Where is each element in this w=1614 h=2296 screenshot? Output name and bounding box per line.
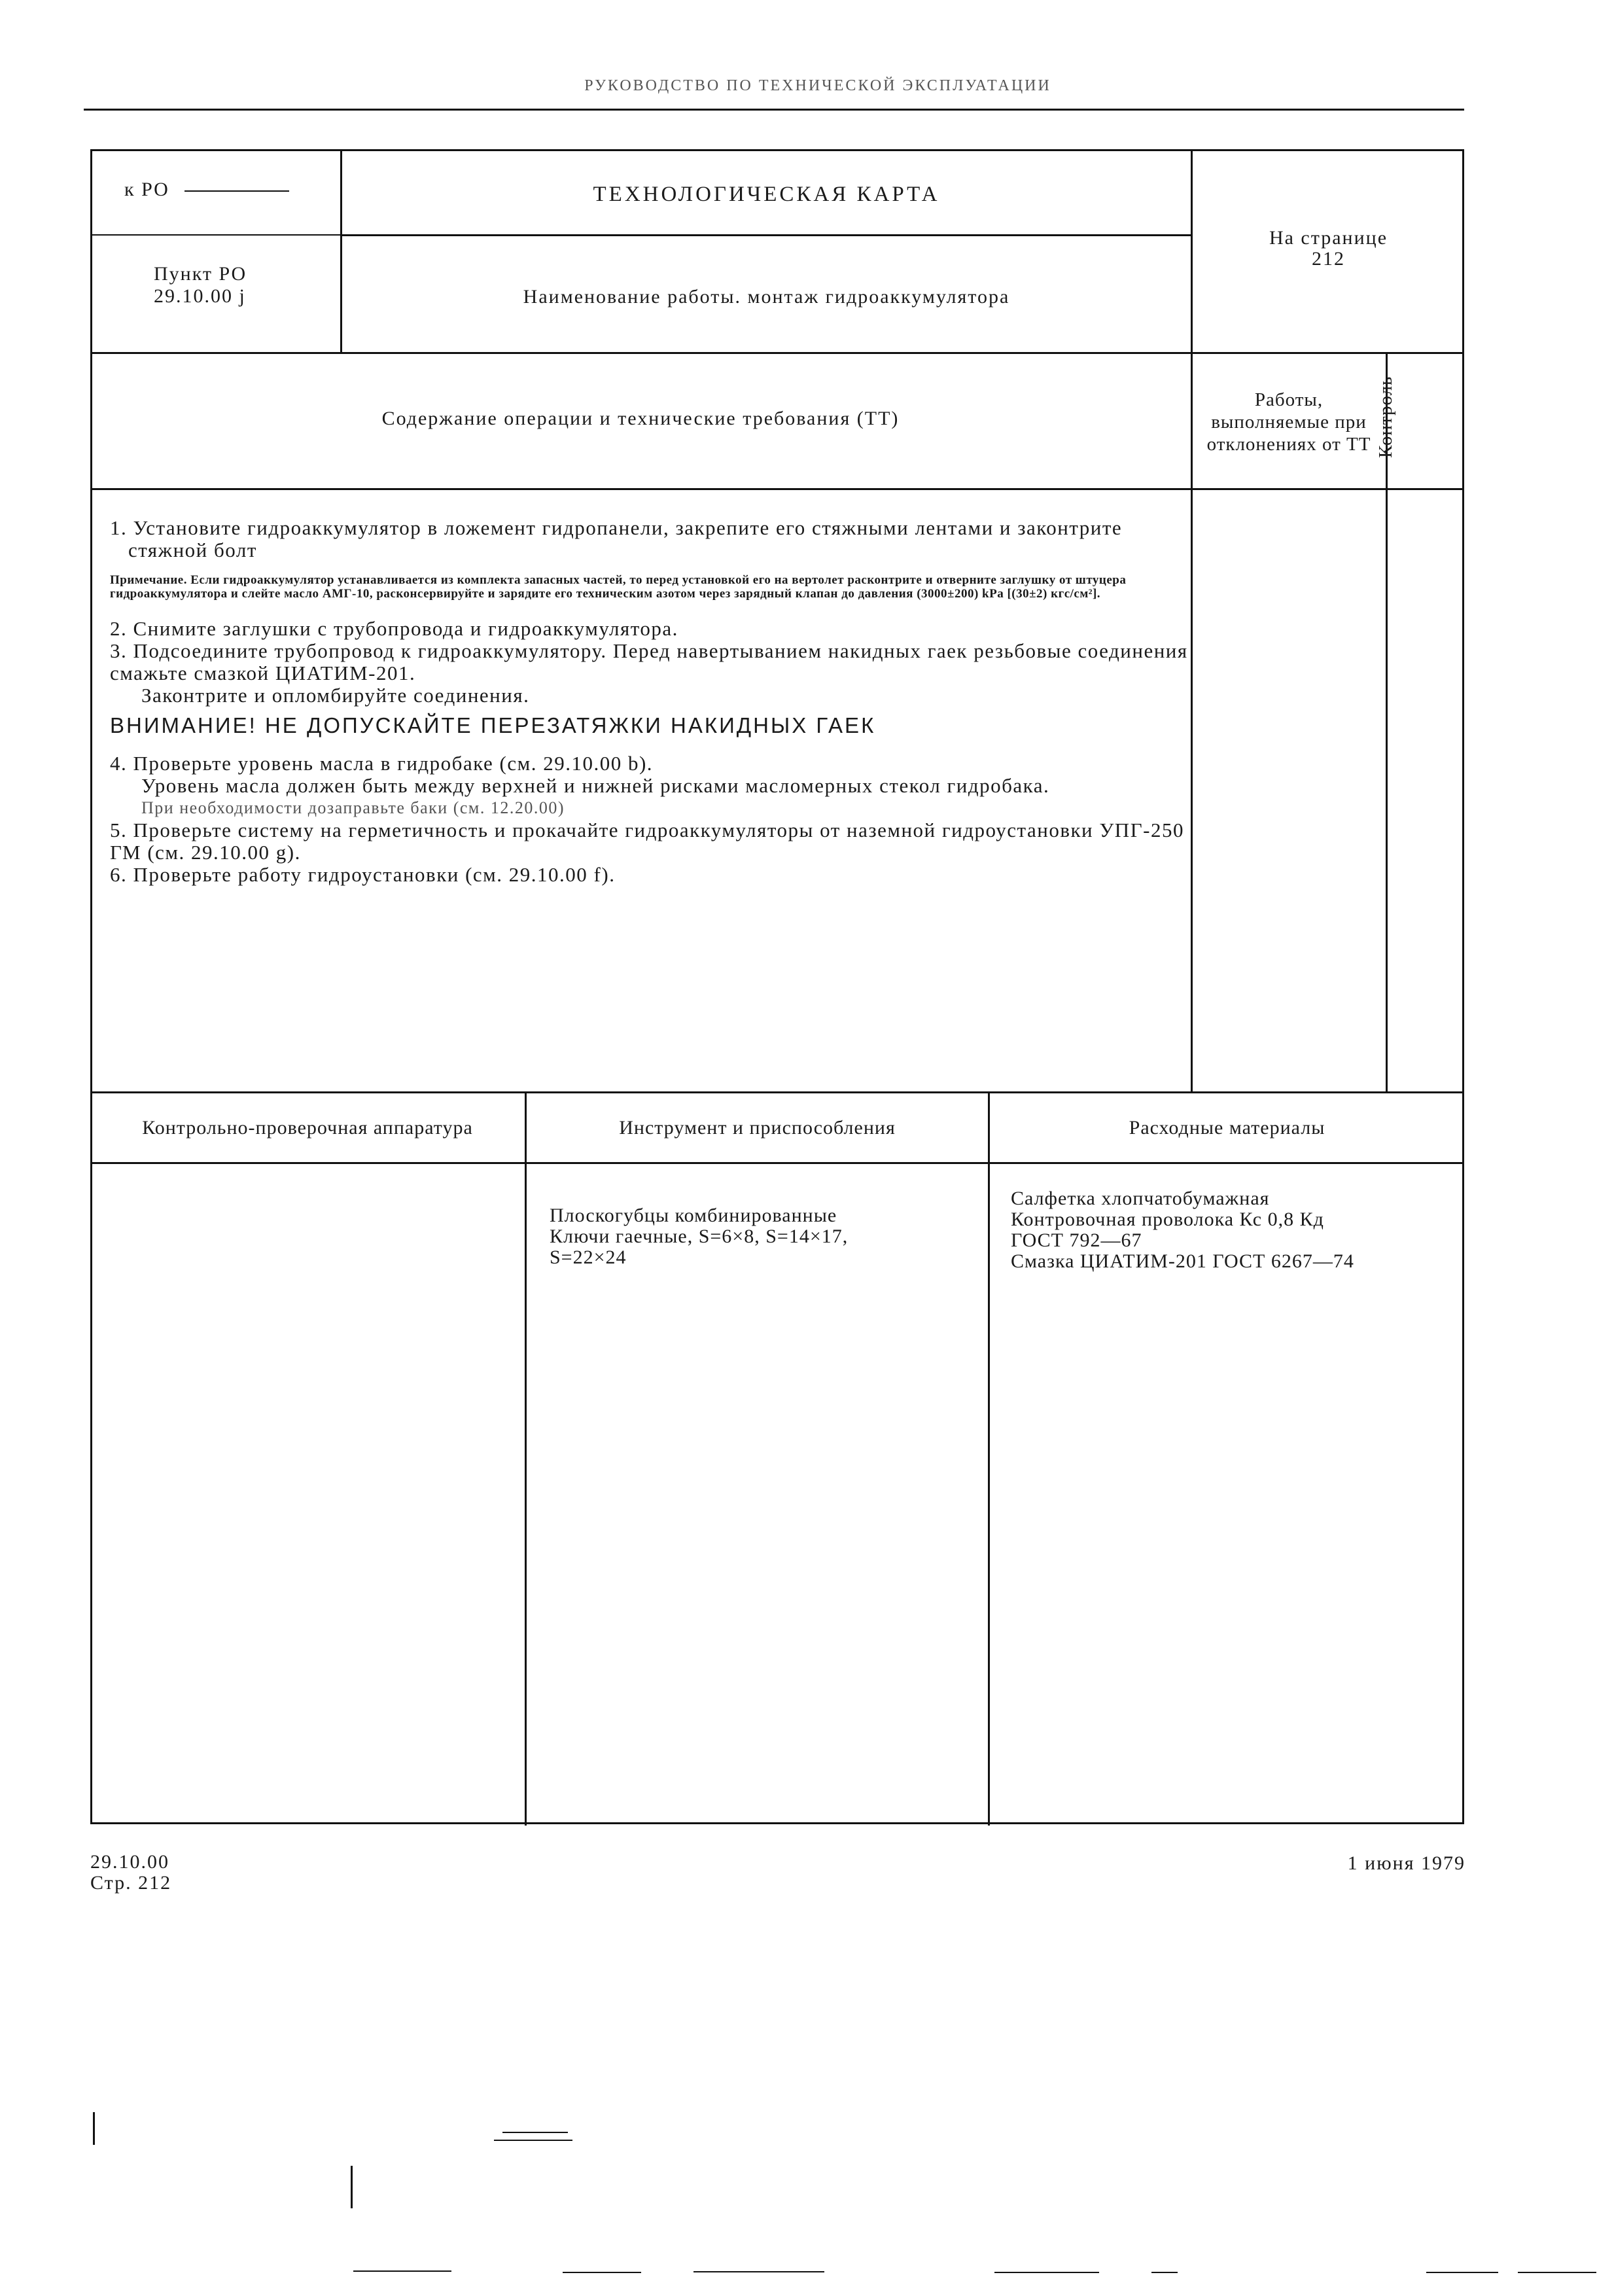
tool-item: S=22×24 — [550, 1246, 627, 1268]
steps-block — [110, 517, 1188, 1086]
work-name: Наименование работы. монтаж гидроаккумулятора — [523, 286, 1010, 308]
scan-mark — [1426, 2272, 1498, 2273]
page-label: На странице — [1269, 227, 1388, 249]
tool-item: Плоскогубцы комбинированные — [550, 1205, 837, 1226]
vline-equip-1 — [525, 1091, 527, 1826]
step-warning: ВНИМАНИЕ! НЕ ДОПУСКАЙТЕ ПЕРЕЗАТЯЖКИ НАКИДНЫХ ГАЕК — [110, 713, 876, 737]
step-4: 4. Проверьте уровень масла в гидробаке (см. 29.10.00 b). — [110, 752, 654, 775]
ref-label: к РО — [124, 179, 169, 200]
footer-left — [90, 1852, 171, 1894]
item-number: 29.10.00 j — [154, 285, 246, 307]
rule-title — [340, 234, 1191, 236]
step-2: 2. Снимите заглушки с трубопровода и гидроаккумулятора. — [110, 617, 678, 640]
card-title: ТЕХНОЛОГИЧЕСКАЯ КАРТА — [593, 182, 940, 206]
scan-mark — [994, 2272, 1099, 2273]
step-3: 3. Подсоедините трубопровод к гидроаккумулятору. Перед навертыванием накидных гаек резьбовые соединения смажьте смазкой ЦИАТИМ-201. — [110, 639, 1188, 684]
vline-control — [1386, 352, 1388, 1093]
footer-code: 29.10.00 — [90, 1851, 169, 1873]
header-rule — [84, 109, 1464, 111]
material-item: Смазка ЦИАТИМ-201 ГОСТ 6267—74 — [1011, 1250, 1354, 1272]
scan-mark — [563, 2272, 641, 2273]
tool-item: Ключи гаечные, S=6×8, S=14×17, — [550, 1226, 849, 1247]
rule-header-bottom — [90, 352, 1464, 354]
rule-equipment-header — [90, 1162, 1464, 1164]
control-equipment-header: Контрольно-проверочная аппаратура — [142, 1117, 473, 1139]
vline-equip-2 — [988, 1091, 990, 1826]
footer-date: 1 июня 1979 — [1347, 1852, 1465, 1874]
step-4-level: Уровень масла должен быть между верхней и нижней рисками масломерных стекол гидробака. — [141, 774, 1050, 797]
material-item: Салфетка хлопчатобумажная — [1011, 1188, 1270, 1209]
scan-mark — [494, 2140, 572, 2141]
control-column-header: Контроль — [1375, 376, 1396, 458]
tools-header: Инструмент и приспособления — [619, 1117, 896, 1139]
deviations-column-header: Работы, выполняемые при отклонениях от ТТ — [1206, 389, 1371, 455]
step-6: 6. Проверьте работу гидроустановки (см. 29.10.00 f). — [110, 863, 616, 886]
rule-columns-bottom — [90, 488, 1464, 490]
running-title: РУКОВОДСТВО ПО ТЕХНИЧЕСКОЙ ЭКСПЛУАТАЦИИ — [584, 77, 1051, 94]
scan-mark — [693, 2271, 824, 2272]
tools-list — [550, 1205, 981, 1268]
scan-mark — [93, 2112, 95, 2145]
material-item: ГОСТ 792—67 — [1011, 1229, 1142, 1251]
step-note: Примечание. Если гидроаккумулятор устанавливается из комплекта запасных частей, то перед установкой его на вертолет расконтрите и отверните заглушку от штуцера гидроаккумулятора и слейте масло АМГ-10, расконсервируйте и зарядите его техническим азотом через зарядный клапан до давления (3000±200) kPa [(30±2) кгс/см²]. — [110, 573, 1127, 601]
page-cell — [1193, 222, 1464, 275]
vline-page — [1191, 149, 1193, 1093]
step-3-seal: Законтрите и опломбируйте соединения. — [141, 684, 530, 707]
page-number: 212 — [1312, 248, 1345, 270]
step-5: 5. Проверьте систему на герметичность и прокачайте гидроаккумуляторы от наземной гидроустановки УПГ-250 ГМ (см. 29.10.00 g). — [110, 819, 1184, 864]
footer-page: Стр. 212 — [90, 1872, 172, 1894]
ref-cell — [124, 178, 334, 204]
materials-list — [1011, 1188, 1462, 1272]
materials-header: Расходные материалы — [1129, 1117, 1325, 1139]
item-cell — [154, 263, 337, 315]
scan-mark — [502, 2132, 568, 2133]
rule-steps-bottom — [90, 1091, 1464, 1093]
step-1: 1. Установите гидроаккумулятор в ложемент гидропанели, закрепите его стяжными лентами и законтрите стяжной болт — [110, 516, 1123, 561]
scan-mark — [1518, 2272, 1596, 2273]
content-column-header: Содержание операции и технические требования (ТТ) — [381, 408, 900, 429]
scan-mark — [351, 2166, 353, 2208]
scan-mark — [353, 2270, 451, 2272]
ref-blank — [184, 190, 289, 192]
item-label: Пункт РО — [154, 263, 247, 285]
material-item: Контровочная проволока Кс 0,8 Кд — [1011, 1209, 1324, 1230]
scan-mark — [1151, 2272, 1178, 2273]
step-4-refill: При необходимости дозаправьте баки (см. 12.20.00) — [141, 798, 565, 817]
rule-ref — [90, 234, 340, 236]
